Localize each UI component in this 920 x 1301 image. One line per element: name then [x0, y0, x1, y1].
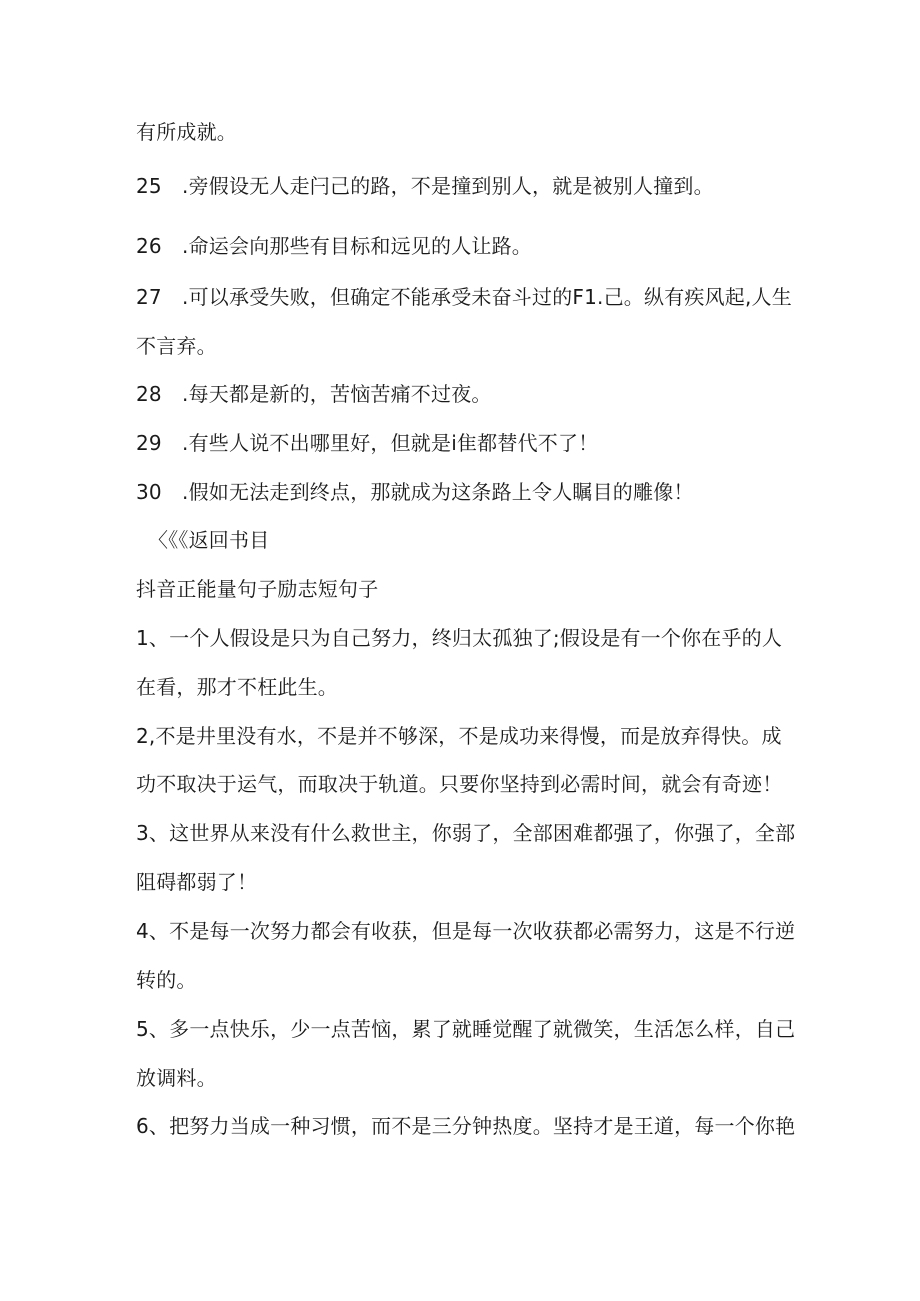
- quote-25: 25 .旁假设无人走闩己的路，不是撞到别人，就是被别人撞到。: [136, 174, 714, 198]
- item-3: 3、这世界从来没有什么救世主，你弱了，全部困难都强了，你强了，全部: [136, 821, 796, 845]
- item-6: 6、把努力当成一种习惯，而不是三分钟热度。坚持才是王道，每一个你艳: [136, 1114, 796, 1138]
- item-5: 5、多一点快乐，少一点苦恼，累了就睡觉醒了就微笑，生活怎么样，自己: [136, 1017, 796, 1041]
- item-2-continued: 功不取决于运气，而取决于轨道。只要你坚持到必需时间，就会有奇迹！: [136, 772, 783, 796]
- item-1: 1、一个人假设是只为自己努力，终归太孤独了;假设是有一个你在乎的人: [136, 626, 783, 650]
- quote-30: 30 .假如无法走到终点，那就成为这条路上令人瞩目的雕像！: [136, 480, 694, 504]
- item-3-continued: 阻碍都弱了！: [136, 870, 258, 894]
- quote-29: 29 .有些人说不出哪里好，但就是i隹都替代不了！: [136, 431, 599, 455]
- section-title: 抖音正能量句子励志短句子: [136, 577, 379, 601]
- item-2: 2,不是井里没有水，不是并不够深，不是成功来得慢，而是放弃得快。成: [136, 724, 782, 748]
- quote-27-continued: 不言弃。: [136, 334, 217, 358]
- item-5-continued: 放调料。: [136, 1066, 217, 1090]
- item-4: 4、不是每一次努力都会有收获，但是每一次收获都必需努力，这是不行逆: [136, 919, 796, 943]
- quote-26: 26 .命运会向那些有目标和远见的人让路。: [136, 234, 533, 258]
- back-to-catalog-link[interactable]: 〈《《返回书目: [148, 528, 270, 552]
- paragraph-line: 有所成就。: [136, 120, 237, 144]
- quote-27: 27 .可以承受失败，但确定不能承受未奋斗过的F1.己。纵有疾风起,人生: [136, 285, 792, 309]
- item-4-continued: 转的。: [136, 968, 197, 992]
- item-1-continued: 在看，那才不枉此生。: [136, 675, 338, 699]
- quote-28: 28 .每天都是新的，苦恼苦痛不过夜。: [136, 382, 492, 406]
